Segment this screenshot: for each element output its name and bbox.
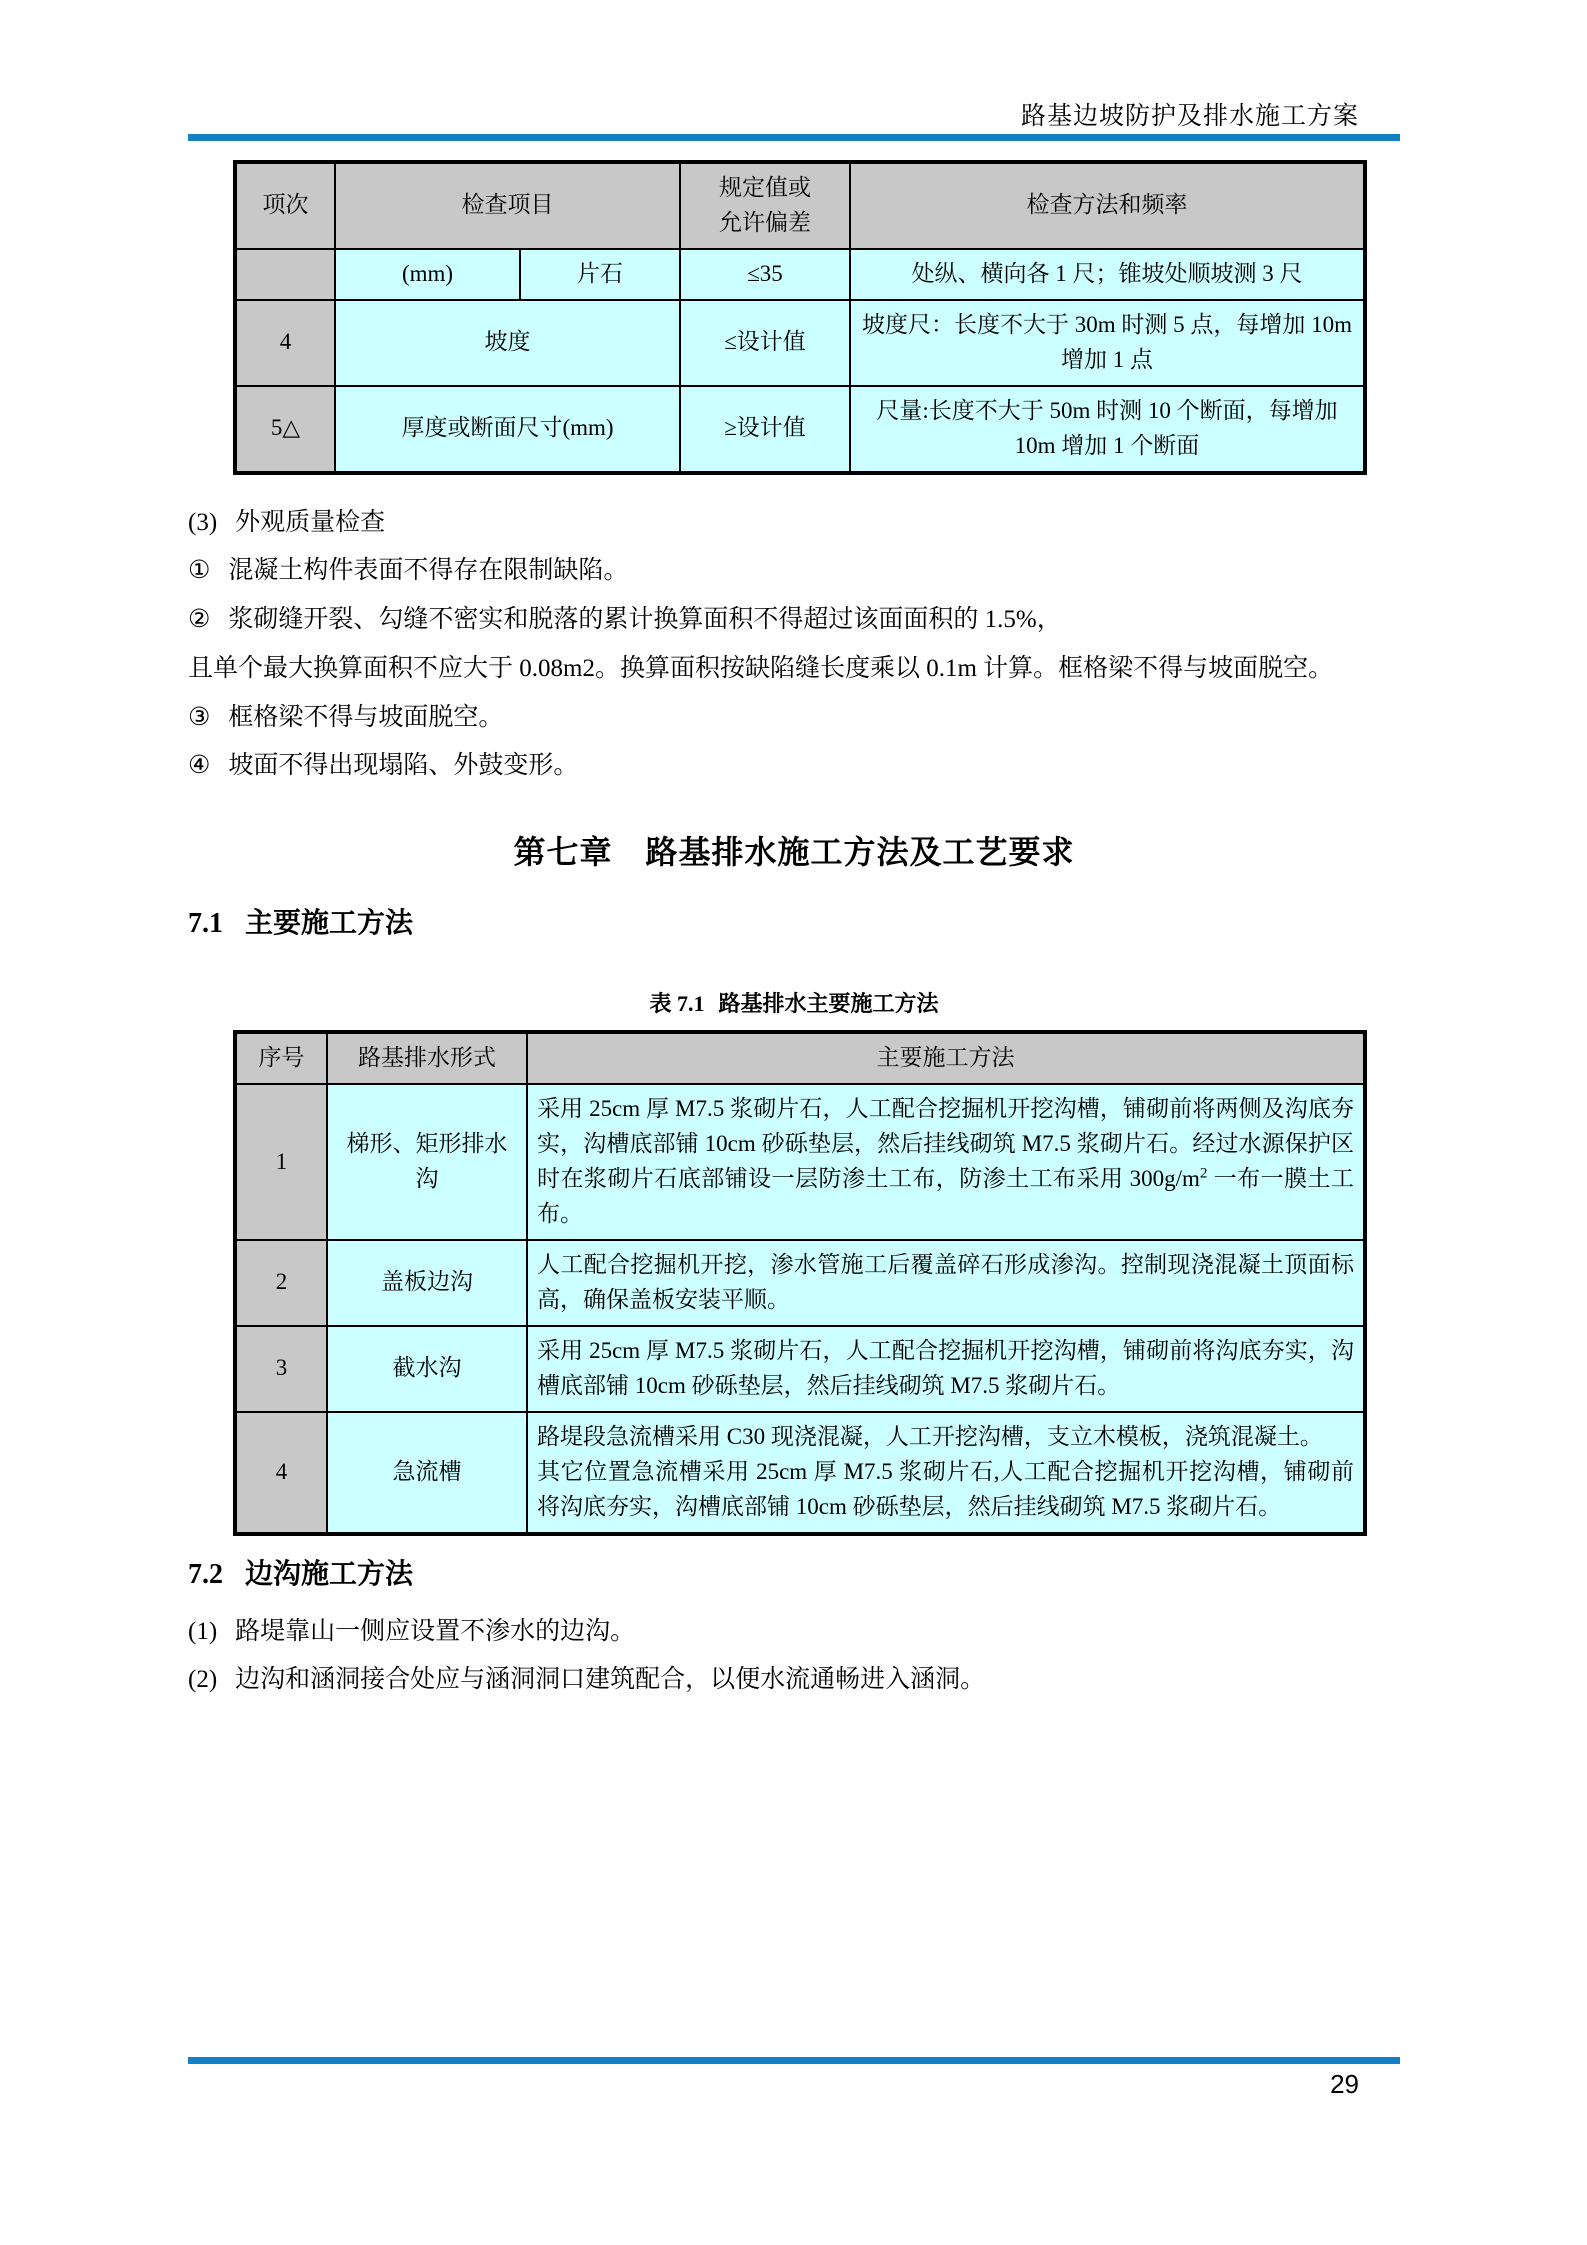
section-number: 7.2 [188, 1558, 223, 1590]
list-marker: ① [188, 557, 211, 585]
th-check-item: 检查项目 [335, 162, 680, 249]
cell-method: 处纵、横向各 1 尺；锥坡处顺坡测 3 尺 [850, 249, 1365, 300]
section-heading-7-1 [188, 901, 1400, 941]
list-marker: (2) [188, 1666, 218, 1694]
table-row [235, 300, 1365, 386]
appearance-heading [188, 499, 1400, 548]
list-item-continuation-text: 且单个最大换算面积不应大于 0.08m2。换算面积按缺陷缝长度乘以 0.1m 计算。框格梁不得与坡面脱空。 [188, 654, 1334, 682]
table-row [235, 249, 1365, 300]
list-item [188, 596, 1400, 645]
cell-spec-value: ≤设计值 [680, 300, 850, 386]
table-header-row [235, 1032, 1365, 1084]
cell-item-no: 5△ [235, 386, 335, 473]
cell-no: 4 [235, 1412, 327, 1534]
table-header-row [235, 162, 1365, 249]
list-marker: ③ [188, 703, 211, 731]
table-row [235, 1326, 1365, 1412]
footer-rule [188, 2057, 1400, 2064]
method-superscript: 2 [1199, 1164, 1208, 1182]
appearance-heading-marker: (3) [188, 508, 218, 536]
cell-drainage-type: 梯形、矩形排水沟 [327, 1084, 527, 1240]
section-title: 主要施工方法 [245, 908, 414, 940]
list-item-text: 边沟和涵洞接合处应与涵洞洞口建筑配合，以便水流通畅进入涵洞。 [235, 1666, 986, 1694]
list-item [188, 547, 1400, 596]
appearance-heading-text: 外观质量检查 [235, 508, 386, 536]
section-heading-7-2 [188, 1552, 1400, 1592]
cell-no: 1 [235, 1084, 327, 1240]
table-caption-text: 路基排水主要施工方法 [718, 991, 939, 1017]
cell-check-item-a: (mm) [335, 249, 520, 300]
drainage-methods-table [233, 1030, 1367, 1535]
th-drainage-type: 路基排水形式 [327, 1032, 527, 1084]
table-row [235, 1084, 1365, 1240]
cell-check-item: 厚度或断面尺寸(mm) [335, 386, 680, 473]
chapter-title: 第七章 路基排水施工方法及工艺要求 [513, 834, 1075, 871]
table-caption-number: 表 7.1 [649, 991, 705, 1017]
header-rule [188, 134, 1400, 141]
cell-method: 尺量:长度不大于 50m 时测 10 个断面，每增加 10m 增加 1 个断面 [850, 386, 1365, 473]
header-title: 路基边坡防护及排水施工方案 [1020, 103, 1359, 130]
th-method: 检查方法和频率 [850, 162, 1365, 249]
table-caption [188, 987, 1400, 1018]
cell-no: 2 [235, 1240, 327, 1326]
list-item [188, 1608, 1400, 1657]
list-item-text: 混凝土构件表面不得存在限制缺陷。 [228, 557, 629, 585]
cell-check-item: 坡度 [335, 300, 680, 386]
section-number: 7.1 [188, 908, 223, 940]
cell-drainage-type: 急流槽 [327, 1412, 527, 1534]
list-item [188, 1656, 1400, 1705]
page-content [188, 160, 1400, 1705]
th-spec-value-line2: 允许偏差 [719, 209, 811, 235]
th-no: 序号 [235, 1032, 327, 1084]
cell-drainage-type: 截水沟 [327, 1326, 527, 1412]
cell-no: 3 [235, 1326, 327, 1412]
method-line-1: 路堤段急流槽采用 C30 现浇混凝，人工开挖沟槽，支立木模板，浇筑混凝土。 [537, 1423, 1323, 1449]
quality-check-table [233, 160, 1367, 475]
cell-construction-method [527, 1412, 1365, 1534]
th-construction-method: 主要施工方法 [527, 1032, 1365, 1084]
cell-construction-method: 人工配合挖掘机开挖，渗水管施工后覆盖碎石形成渗沟。控制现浇混凝土顶面标高，确保盖板安装平顺。 [527, 1240, 1365, 1326]
list-item-text: 浆砌缝开裂、勾缝不密实和脱落的累计换算面积不得超过该面面积的 1.5%， [228, 606, 1062, 634]
list-item-text: 框格梁不得与坡面脱空。 [228, 703, 504, 731]
list-item-continuation [188, 645, 1400, 694]
table-row [235, 1240, 1365, 1326]
th-spec-value-line1: 规定值或 [719, 175, 811, 200]
cell-check-item-b: 片石 [520, 249, 680, 300]
section-title: 边沟施工方法 [245, 1558, 414, 1590]
cell-construction-method [527, 1084, 1365, 1240]
page-number: 29 [1330, 2069, 1359, 2099]
list-item [188, 694, 1400, 743]
list-marker: ④ [188, 752, 211, 780]
cell-item-no [235, 249, 335, 300]
cell-item-no: 4 [235, 300, 335, 386]
method-line-2: 其它位置急流槽采用 25cm 厚 M7.5 浆砌片石,人工配合挖掘机开挖沟槽，铺砌前将沟底夯实，沟槽底部铺 10cm 砂砾垫层，然后挂线砌筑 M7.5 浆砌片石。 [537, 1458, 1354, 1519]
list-item [188, 742, 1400, 791]
cell-spec-value: ≤35 [680, 249, 850, 300]
method-text-part1: 采用 25cm 厚 M7.5 浆砌片石，人工配合挖掘机开挖沟槽，铺砌前将两侧及沟底夯实，沟槽底部铺 10cm 砂砾垫层，然后挂线砌筑 M7.5 浆砌片石。经过水源保护区时在浆砌片石底部铺设一层防渗土工布，防渗土工布采用 300g/m [537, 1096, 1354, 1192]
th-item-no: 项次 [235, 162, 335, 249]
cell-method: 坡度尺：长度不大于 30m 时测 5 点，每增加 10m 增加 1 点 [850, 300, 1365, 386]
th-spec-value [680, 162, 850, 249]
list-marker: (1) [188, 1617, 218, 1645]
table-row [235, 1412, 1365, 1534]
table-row [235, 386, 1365, 473]
list-marker: ② [188, 606, 211, 634]
list-item-text: 路堤靠山一侧应设置不渗水的边沟。 [235, 1617, 636, 1645]
cell-construction-method: 采用 25cm 厚 M7.5 浆砌片石，人工配合挖掘机开挖沟槽，铺砌前将沟底夯实，沟槽底部铺 10cm 砂砾垫层，然后挂线砌筑 M7.5 浆砌片石。 [527, 1326, 1365, 1412]
list-item-text: 坡面不得出现塌陷、外鼓变形。 [228, 752, 579, 780]
method-text-part2: 一布一膜土工布。 [537, 1166, 1355, 1226]
cell-spec-value: ≥设计值 [680, 386, 850, 473]
cell-drainage-type: 盖板边沟 [327, 1240, 527, 1326]
